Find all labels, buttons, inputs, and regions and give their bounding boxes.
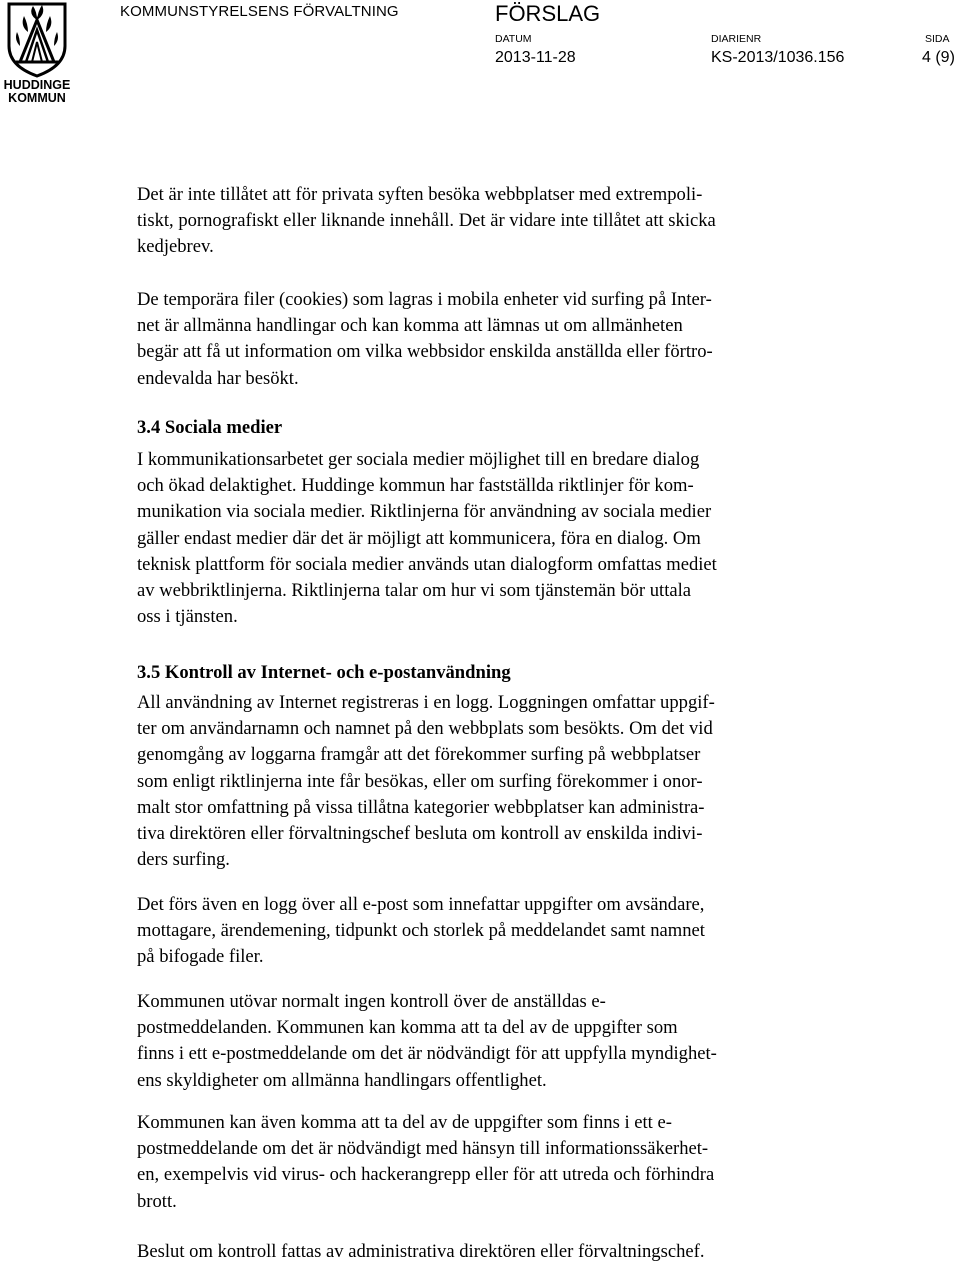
- paragraph-cookies: De temporära filer (cookies) som lagras i mobila enheter vid surfing på Inter- net är allmänna handlingar och kan komma att lämnas ut om allmänheten begär att få ut information om vilka webbsidor enskilda anställda eller förtro- endevalda har besökt.: [137, 289, 713, 389]
- page-label: SIDA: [925, 33, 950, 45]
- paragraph-internet-logging: All användning av Internet registreras i en logg. Loggningen omfattar uppgif- ter om användarnamn och namnet på den webbplats som besökts. Om det vid genomgång av loggarna framgår att det förekommer surfing på webbplatser som enligt riktlinjerna inte får besökas, eller om surfing förekommer i onor- malt stor omfattning på vissa tillåtna kategorier webbplatser kan administra- tiva direktören eller förvaltningschef besluta om kontroll av enskilda indivi- ders surfing.: [137, 692, 715, 871]
- date-label: DATUM: [495, 33, 532, 45]
- municipality-logo: [0, 0, 74, 110]
- document-status: FÖRSLAG: [495, 1, 601, 26]
- section-heading-3-4: 3.4 Sociala medier: [137, 417, 283, 438]
- paragraph-control-decision: Beslut om kontroll fattas av administrativa direktören eller förvaltningschef.: [137, 1241, 705, 1262]
- paragraph-information-security: Kommunen kan även komma att ta del av de uppgifter som finns i ett e- postmeddelande om det är nödvändigt med hänsyn till informationssäkerhet- en, exempelvis vid virus- och hackerangrepp eller för att utreda och förhindra brott.: [137, 1112, 715, 1212]
- registration-number: KS-2013/1036.156: [711, 49, 845, 66]
- registration-label: DIARIENR: [711, 33, 762, 45]
- page-number: 4 (9): [922, 49, 955, 66]
- document-header: [0, 0, 960, 110]
- paragraph-email-logging: Det förs även en logg över all e-post som innefattar uppgifter om avsändare, mottagare, ärendemening, tidpunkt och storlek på meddelandet samt namnet på bifogade filer.: [137, 894, 705, 968]
- paragraph-social-media: I kommunikationsarbetet ger sociala medier möjlighet till en bredare dialog och ökad delaktighet. Huddinge kommun har fastställda riktlinjer för kom- munikation via sociala medier. Riktlinjerna för användning av sociala medier gäller endast medier där det är möjligt att kommunicera, föra en dialog. Om teknisk plattform för sociala medier används utan dialogform omfattas mediet av webbriktlinjerna. Riktlinjerna talar om hur vi som tjänstemän bör uttala oss i tjänsten.: [137, 449, 717, 628]
- shield-flame-icon: [6, 2, 68, 78]
- date-value: 2013-11-28: [495, 49, 576, 66]
- section-heading-3-5: 3.5 Kontroll av Internet- och e-postanvändning: [137, 662, 511, 683]
- authority-name: KOMMUNSTYRELSENS FÖRVALTNING: [120, 3, 399, 20]
- logo-text: HUDDINGE KOMMUN: [3, 78, 71, 105]
- paragraph-email-control: Kommunen utövar normalt ingen kontroll över de anställdas e- postmeddelanden. Kommunen kan komma att ta del av de uppgifter som finns i ett e-postmeddelande om det är nödvändigt för att uppfylla myndighet- ens skyldigheter om allmänna handlingars offentlighet.: [137, 991, 717, 1091]
- paragraph-private-browsing: Det är inte tillåtet att för privata syften besöka webbplatser med extrempoli- tiskt, pornografiskt eller liknande innehåll. Det är vidare inte tillåtet att skicka kedjebrev.: [137, 184, 716, 258]
